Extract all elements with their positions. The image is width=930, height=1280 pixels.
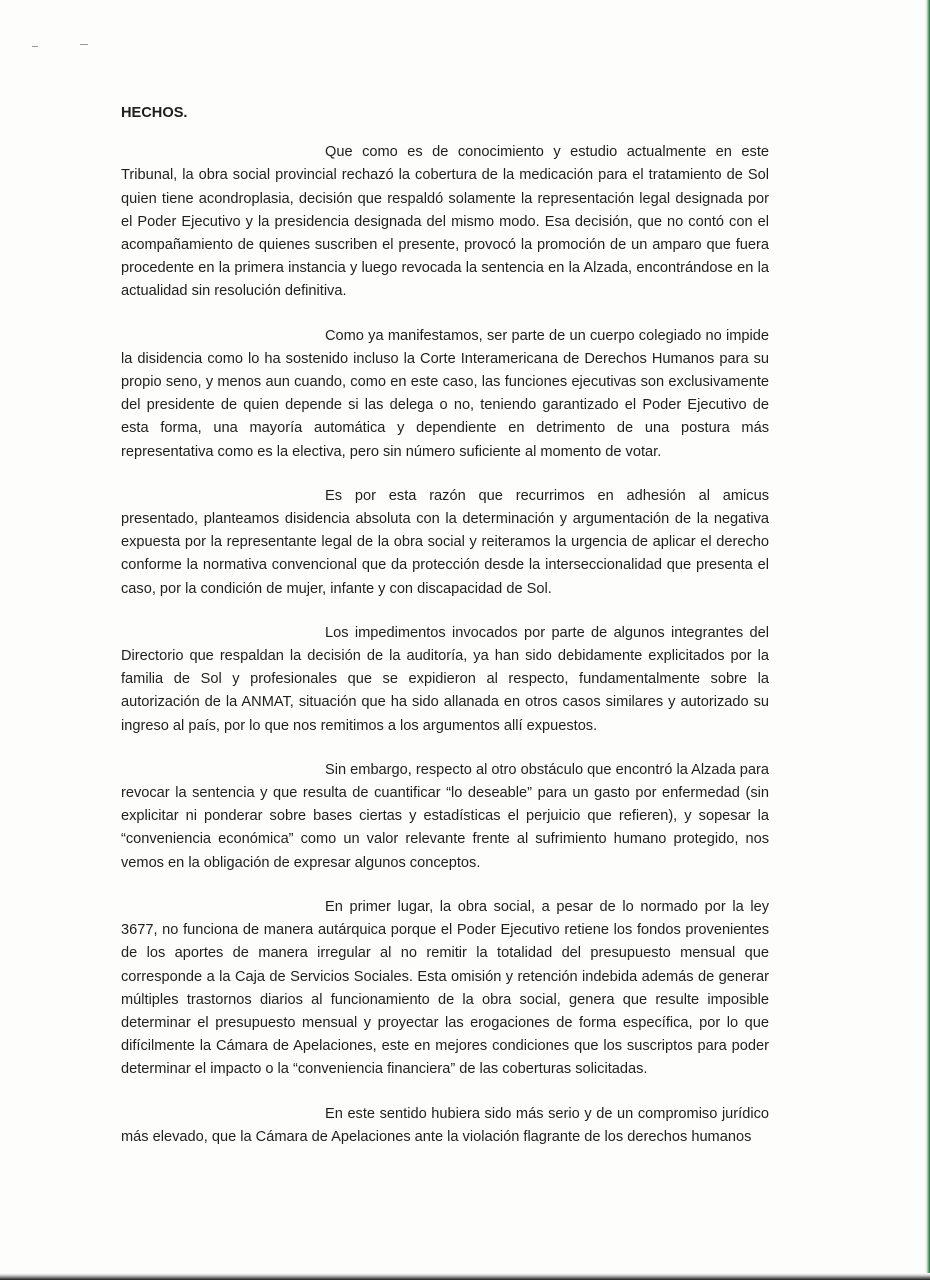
scan-bottom-edge xyxy=(0,1273,930,1280)
paragraph-4: Los impedimentos invocados por parte de algunos integrantes del Directorio que respaldan la decisión de la auditoría, ya han sido debidamente explicitados por la familia de Sol y profesionales que se expidieron al respecto, fundamentalmente sobre la autorización de la ANMAT, situación que ha sido allanada en otros casos similares y autorizado su ingreso al país, por lo que nos remitimos a los argumentos allí expuestos. xyxy=(121,624,769,734)
paragraph-1: Que como es de conocimiento y estudio actualmente en este Tribunal, la obra social provincial rechazó la cobertura de la medicación para el tratamiento de Sol quien tiene acondroplasia, decisión que respaldó solamente la representación legal designada por el Poder Ejecutivo y la presidencia designada del mismo modo. Esa decisión, que no contó con el acompañamiento de quienes suscriben el presente, provocó la promoción de un amparo que fuera procedente en la primera instancia y luego revocada la sentencia en la Alzada, encontrándose en la actualidad sin resolución definitiva. xyxy=(121,144,769,300)
paragraph-2: Como ya manifestamos, ser parte de un cuerpo colegiado no impide la disidencia como lo ha sostenido incluso la Corte Interamericana de Derechos Humanos para su propio seno, y menos aun cuando, como en este caso, las funciones ejecutivas son exclusivamente del presidente de quien depende si las delega o no, teniendo garantizado el Poder Ejecutivo de esta forma, una mayoría automática y dependiente en detrimento de una postura más representativa como es la electiva, pero sin número suficiente al momento de votar. xyxy=(121,327,769,460)
section-heading: HECHOS. xyxy=(121,105,188,121)
paragraph-6: En primer lugar, la obra social, a pesar de lo normado por la ley 3677, no funciona de manera autárquica porque el Poder Ejecutivo retiene los fondos provenientes de los aportes de manera irregular al no remitir la totalidad del presupuesto mensual que corresponde a la Caja de Servicios Sociales. Esta omisión y retención indebida además de generar múltiples trastornos diarios al funcionamiento de la obra social, genera que resulte imposible determinar el presupuesto mensual y proyectar las erogaciones de forma específica, por lo que difícilmente la Cámara de Apelaciones, este en mejores condiciones que los suscriptos para poder determinar el impacto o la “conveniencia financiera” de las coberturas solicitadas. xyxy=(121,898,769,1078)
scan-speck xyxy=(80,44,88,45)
paragraph-3: Es por esta razón que recurrimos en adhesión al amicus presentado, planteamos disidencia absoluta con la determinación y argumentación de la negativa expuesta por la representante legal de la obra social y reiteramos la urgencia de aplicar el derecho conforme la normativa convencional que da protección desde la interseccionalidad que presenta el caso, por la condición de mujer, infante y con discapacidad de Sol. xyxy=(121,487,769,597)
scan-speck xyxy=(32,46,38,47)
paragraph-7: En este sentido hubiera sido más serio y de un compromiso jurídico más elevado, que la Cámara de Apelaciones ante la violación flagrante de los derechos humanos xyxy=(121,1105,769,1145)
paragraph-5: Sin embargo, respecto al otro obstáculo que encontró la Alzada para revocar la sentencia y que resulta de cuantificar “lo deseable” para un gasto por enfermedad (sin explicitar ni ponderar sobre bases ciertas y estadísticas el perjuicio que refieren), y sopesar la “conveniencia económica” como un valor relevante frente al sufrimiento humano protegido, nos vemos en la obligación de expresar algunos conceptos. xyxy=(121,761,769,871)
document-body xyxy=(121,102,769,1149)
scan-right-edge xyxy=(924,0,930,1280)
